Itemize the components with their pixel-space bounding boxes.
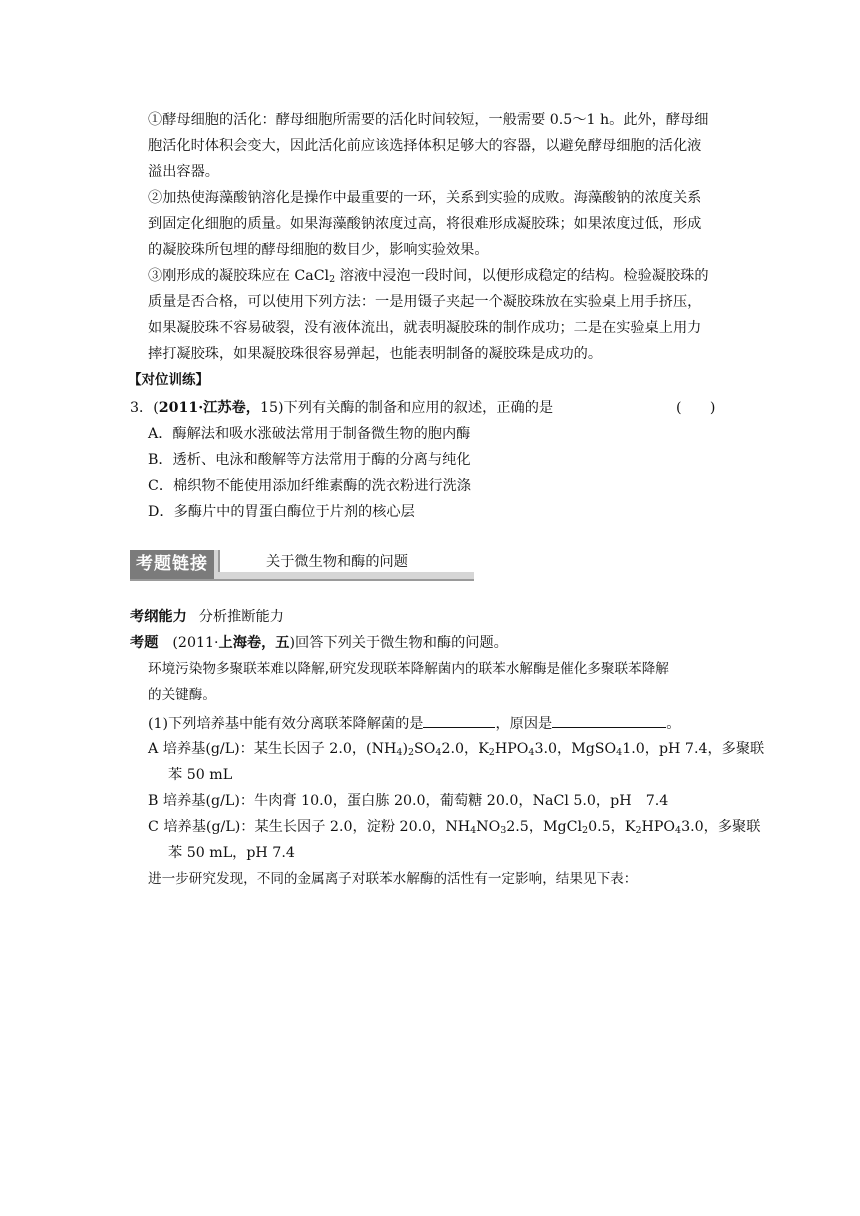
intro-item2-line1: ②加热使海藻酸钠溶化是操作中最重要的一环，关系到实验的成败。海藻酸钠的浓度关系 [148, 190, 702, 206]
item3-sub: 2 [329, 274, 336, 285]
medium-b-line: B 培养基(g/L)：牛肉膏 10.0，蛋白胨 20.0，葡萄糖 20.0，NaCl 5.0，pH 7.4 [148, 793, 669, 809]
q1-blank-1[interactable] [423, 713, 495, 728]
further-line: 进一步研究发现，不同的金属离子对联苯水解酶的活性有一定影响，结果见下表： [148, 871, 638, 887]
ma-3: 2 [407, 747, 415, 758]
q3-option-c: C．棉织物不能使用添加纤维素酶的洗衣粉进行洗涤 [148, 478, 471, 494]
problem-background-line2: 的关键酶。 [148, 687, 216, 703]
problem-rest: )回答下列关于微生物和酶的问题。 [289, 635, 508, 651]
mc-0: C 培养基(g/L)：某生长因子 2.0，淀粉 20.0，NH [148, 819, 471, 835]
ma-10: 3.0，MgSO [534, 741, 617, 757]
ma-6: 2.0，K [441, 741, 489, 757]
q3-rest: 15)下列有关酶的制备和应用的叙述，正确的是 [259, 400, 554, 416]
intro-item3-line4: 摔打凝胶珠，如果凝胶珠很容易弹起，也能表明制备的凝胶珠是成功的。 [148, 346, 603, 362]
mc-5: 2 [582, 825, 589, 836]
problem-stem [130, 633, 508, 653]
exam-link-banner [130, 550, 474, 581]
problem-label: 考题 [130, 635, 159, 651]
question3-answer-paren: ( ) [676, 400, 716, 416]
mc-10: 3.0，多聚联 [681, 819, 761, 835]
q1-reason-text: ，原因是 [495, 716, 553, 732]
mc-3: 3 [500, 825, 507, 836]
medium-a-line2: 苯 50 mL [168, 767, 233, 783]
item3-suffix: 溶液中浸泡一段时间，以便形成稳定的结构。检验凝胶珠的 [335, 268, 709, 284]
q3-option-d: D．多酶片中的胃蛋白酶位于片剂的核心层 [148, 504, 415, 520]
ma-2: ) [402, 741, 408, 757]
ma-8: HPO [494, 741, 529, 757]
mc-4: 2.5，MgCl [506, 819, 583, 835]
item3-prefix: ③刚形成的凝胶珠应在 CaCl [148, 268, 330, 284]
ability-line [130, 607, 284, 627]
medium-a-line1 [148, 739, 764, 759]
mc-6: 0.5，K [588, 819, 636, 835]
ma-4: SO [414, 741, 436, 757]
mc-9: 4 [675, 825, 682, 836]
ma-9: 4 [528, 747, 535, 758]
mc-8: HPO [641, 819, 676, 835]
q3-option-a: A．酶解法和吸水涨破法常用于制备微生物的胞内酶 [148, 426, 471, 442]
intro-item2-line3: 的凝胶珠所包埋的酵母细胞的数目少，影响实验效果。 [148, 242, 489, 258]
mc-1: 4 [470, 825, 477, 836]
banner-label: 考题链接 [130, 550, 214, 579]
banner-title: 关于微生物和酶的问题 [266, 554, 408, 570]
q3-option-b: B．透析、电泳和酸解等方法常用于酶的分离与纯化 [148, 452, 471, 468]
intro-item3-line3: 如果凝胶珠不容易破裂，没有液体流出，就表明凝胶珠的制作成功；二是在实验桌上用力 [148, 320, 702, 336]
intro-item1-line2: 胞活化时体积会变大，因此活化前应该选择体积足够大的容器，以避免酵母细胞的活化液 [148, 138, 702, 154]
ma-1: 4 [396, 747, 403, 758]
problem-background-line1: 环境污染物多聚联苯难以降解,研究发现联苯降解菌内的联苯水解酶是催化多聚联苯降解 [148, 661, 669, 677]
medium-c-line1 [148, 817, 760, 837]
question3-stem [130, 398, 553, 418]
ma-7: 2 [488, 747, 495, 758]
mc-2: NO [476, 819, 501, 835]
intro-item1-line1: ①酵母细胞的活化：酵母细胞所需要的活化时间较短，一般需要 0.5～1 h。此外，酵母细 [148, 112, 709, 128]
mc-7: 2 [635, 825, 642, 836]
problem-year: (2011· [172, 635, 219, 651]
ma-5: 4 [435, 747, 442, 758]
intro-item3-line1 [148, 266, 709, 286]
q3-number: 3．( [130, 400, 159, 416]
intro-item1-line3: 溢出容器。 [148, 164, 219, 180]
problem-source: 上海卷，五 [218, 635, 290, 651]
q1-line [148, 713, 680, 734]
q3-source: 2011·江苏卷， [158, 400, 260, 416]
ma-11: 4 [616, 747, 623, 758]
ma-0: A 培养基(g/L)：某生长因子 2.0，(NH [148, 741, 397, 757]
intro-item2-line2: 到固定化细胞的质量。如果海藻酸钠浓度过高，将很难形成凝胶珠；如果浓度过低，形成 [148, 216, 702, 232]
ma-12: 1.0，pH 7.4，多聚联 [622, 741, 765, 757]
intro-item3-line2: 质量是否合格，可以使用下列方法：一是用镊子夹起一个凝胶珠放在实验桌上用手挤压， [148, 294, 702, 310]
q1-text: (1)下列培养基中能有效分离联苯降解菌的是 [148, 716, 424, 732]
q1-end: 。 [666, 716, 681, 732]
ability-label: 考纲能力 [130, 609, 187, 625]
q1-blank-2[interactable] [552, 713, 666, 728]
medium-c-line2: 苯 50 mL，pH 7.4 [168, 845, 295, 861]
section-heading: 【对位训练】 [128, 372, 209, 388]
ability-text: 分析推断能力 [198, 609, 284, 625]
